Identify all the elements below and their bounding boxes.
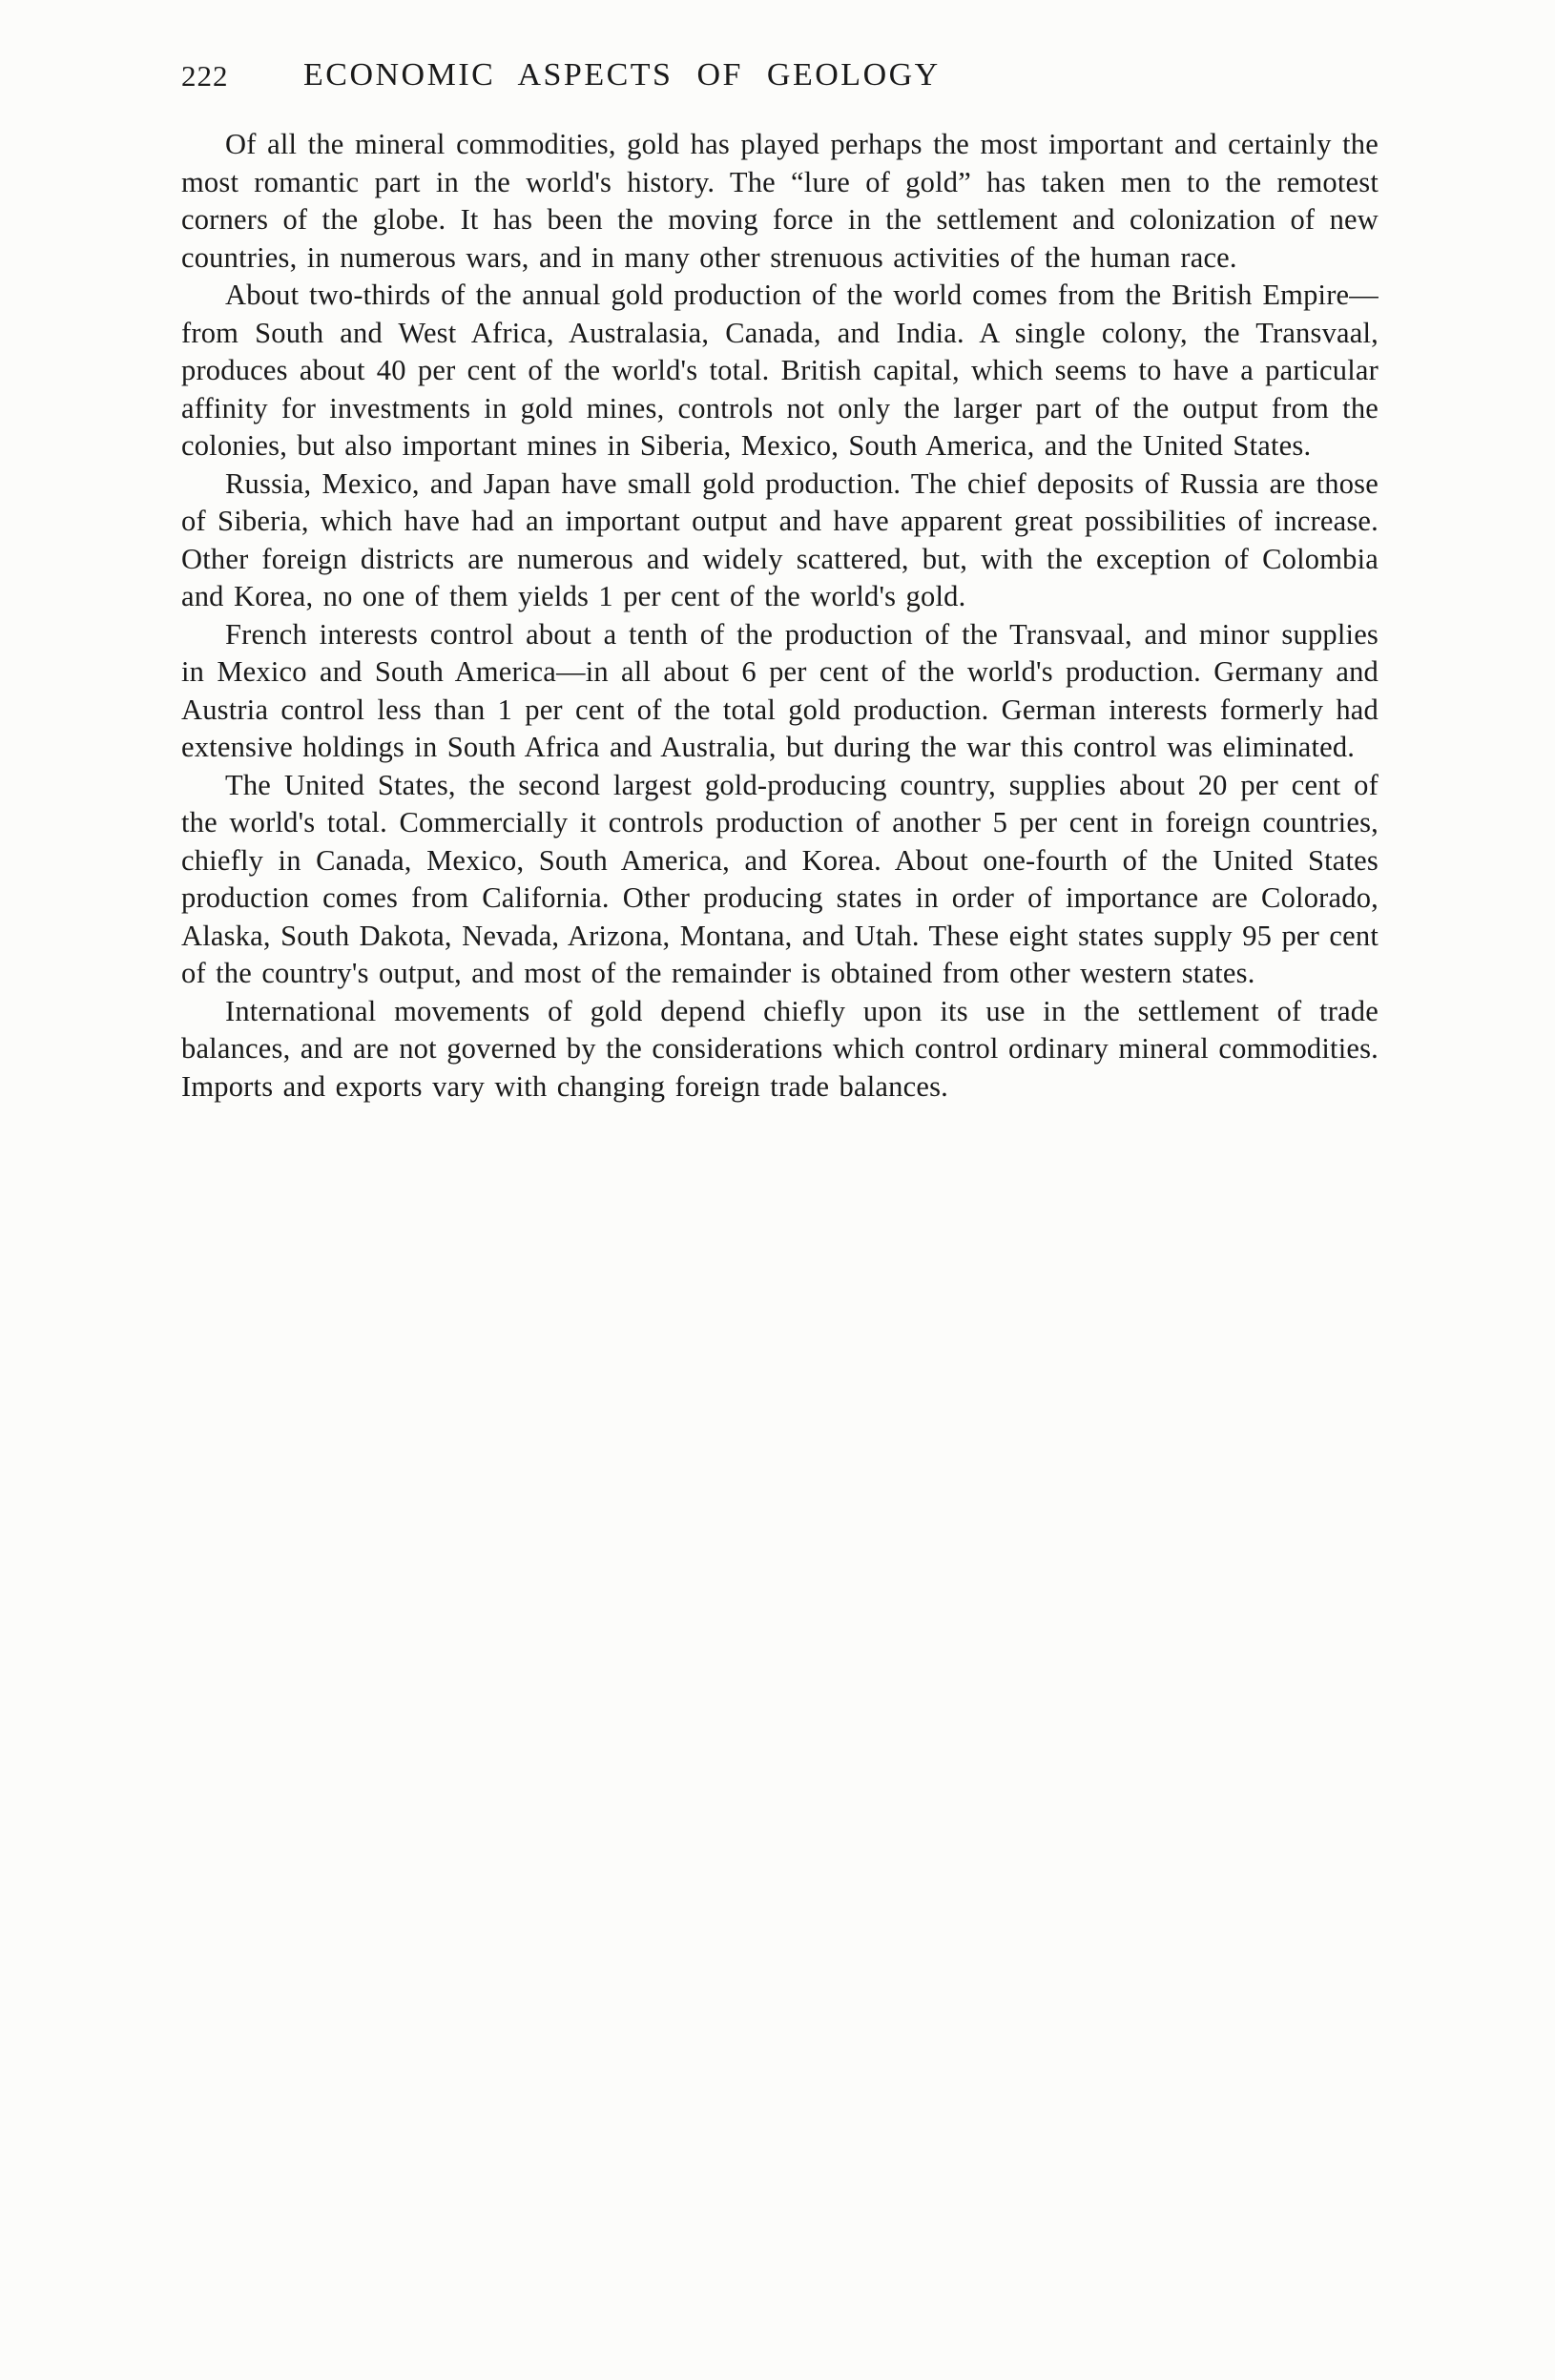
running-head-title: ECONOMIC ASPECTS OF GEOLOGY <box>303 57 941 93</box>
page-number: 222 <box>181 59 229 93</box>
type-area <box>181 57 1379 1106</box>
paragraph: French interests control about a tenth of the production of the Transvaal, and minor supplies in Mexico and South America—in all about 6 per cent of the world's production. Germany and Austria control less than 1 per cent of the total gold production. German interests formerly had extensive holdings in South Africa and Australia, but during the war this control was eliminated. <box>181 617 1379 763</box>
paragraph: Russia, Mexico, and Japan have small gold production. The chief deposits of Russia are those of Siberia, which have had an important output and have apparent great possibilities of increase. Other foreign districts are numerous and widely scattered, but, with the exception of Colombia and Korea, no one of them yields 1 per cent of the world's gold. <box>181 466 1379 612</box>
body-text <box>181 126 1379 1106</box>
running-head <box>181 57 1379 99</box>
paragraph: About two-thirds of the annual gold production of the world comes from the British Empire—from South and West Africa, Australasia, Canada, and India. A single colony, the Transvaal, produces about 40 per cent of the world's total. British capital, which seems to have a particular affinity for investments in gold mines, controls not only the larger part of the output from the colonies, but also important mines in Siberia, Mexico, South America, and the United States. <box>181 279 1379 462</box>
paragraph: Of all the mineral commodities, gold has played perhaps the most important and certainly the most romantic part in the world's history. The “lure of gold” has taken men to the remotest corners of the globe. It has been the moving force in the settlement and colonization of new countries, in numerous wars, and in many other strenuous activities of the human race. <box>181 128 1379 274</box>
paragraph: The United States, the second largest gold-producing country, supplies about 20 per cent of the world's total. Commercially it controls production of another 5 per cent in foreign countries, chiefly in Canada, Mexico, South America, and Korea. About one-fourth of the United States production comes from California. Other producing states in order of importance are Colorado, Alaska, South Dakota, Nevada, Arizona, Montana, and Utah. These eight states supply 95 per cent of the country's output, and most of the remainder is obtained from other western states. <box>181 768 1379 989</box>
paragraph: International movements of gold depend chiefly upon its use in the settlement of trade balances, and are not governed by the considerations which control ordinary mineral commodities. Imports and exports vary with changing foreign trade balances. <box>181 994 1379 1103</box>
